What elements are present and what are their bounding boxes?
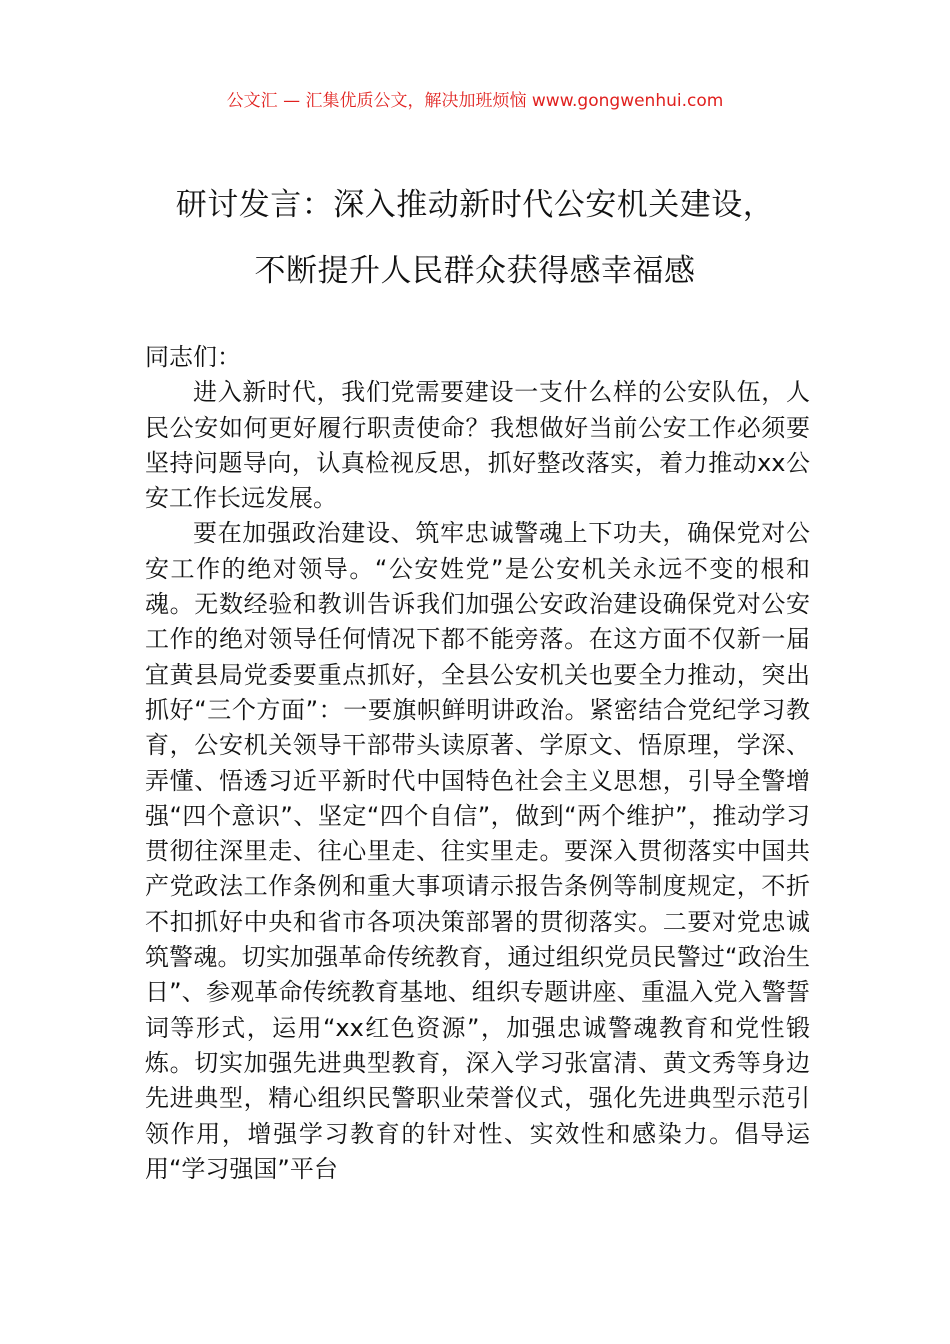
site-banner: 公文汇 — 汇集优质公文，解决加班烦恼 www.gongwenhui.com	[226, 91, 724, 111]
paragraph-2: 要在加强政治建设、筑牢忠诚警魂上下功夫，确保党对公安工作的绝对领导。“公安姓党”是公安机关永远不变的根和魂。无数经验和教训告诉我们加强公安政治建设确保党对公安工作的绝对领导任何情况下都不能旁落。在这方面不仅新一届宜黄县局党委要重点抓好，全县公安机关也要全力推动，突出抓好“三个方面”：一要旗帜鲜明讲政治。紧密结合党纪学习教育，公安机关领导干部带头读原著、学原文、悟原理，学深、弄懂、悟透习近平新时代中国特色社会主义思想，引导全警增强“四个意识”、坚定“四个自信”，做到“两个维护”，推动学习贯彻往深里走、往心里走、往实里走。要深入贯彻落实中国共产党政法工作条例和重大事项请示报告条例等制度规定，不折不扣抓好中央和省市各项决策部署的贯彻落实。二要对党忠诚筑警魂。切实加强革命传统教育，通过组织党员民警过“政治生日”、参观革命传统教育基地、组织专题讲座、重温入党入警誓词等形式，运用“xx红色资源”，加强忠诚警魂教育和党性锻炼。切实加强先进典型教育，深入学习张富清、黄文秀等身边先进典型，精心组织民警职业荣誉仪式，强化先进典型示范引领作用，增强学习教育的针对性、实效性和感染力。倡导运用“学习强国”平台	[145, 519, 810, 1183]
salutation: 同志们：	[145, 343, 241, 371]
document-title	[0, 172, 950, 304]
title-line-2: 不断提升人民群众获得感幸福感	[254, 253, 696, 289]
title-line-1: 研讨发言：深入推动新时代公安机关建设，	[175, 187, 775, 223]
document-body	[145, 340, 810, 1187]
paragraph-1: 进入新时代，我们党需要建设一支什么样的公安队伍，人民公安如何更好履行职责使命？我想做好当前公安工作必须要坚持问题导向，认真检视反思，抓好整改落实，着力推动xx公安工作长远发展。	[145, 378, 810, 513]
